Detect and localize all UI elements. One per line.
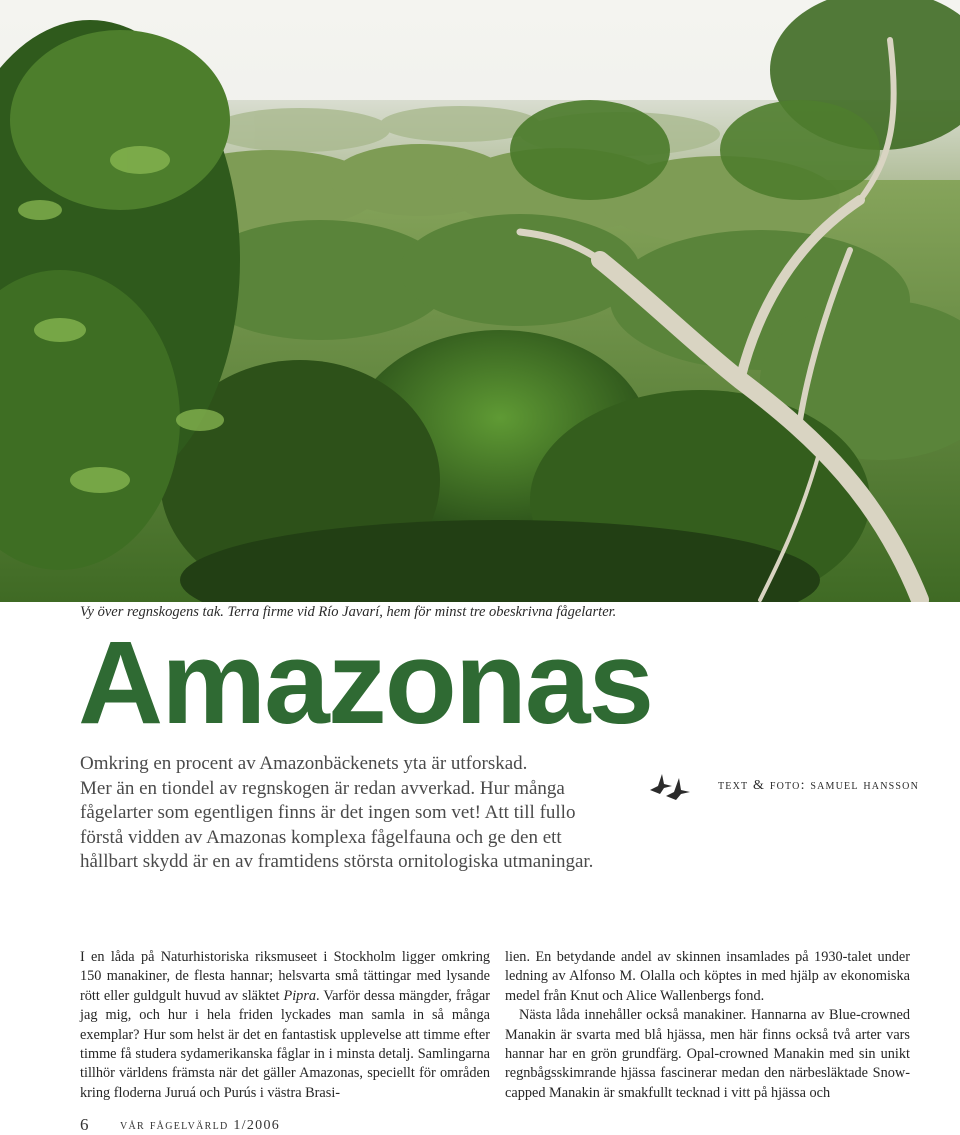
intro-line: Mer än en tiondel av regnskogen är redan avverkad. Hur många: [80, 777, 565, 799]
photo-caption: Vy över regnskogens tak. Terra firme vid Río Javarí, hem för minst tre obeskrivna fågelarter.: [80, 604, 617, 620]
article-intro: [80, 752, 660, 875]
body-text: I en låda på Naturhistoriska riksmuseet i Stockholm ligger omkring 150 manakiner, de flesta hannar; helsvarta små tättingar med lysande rött eller guldgult huvud av släktet: [80, 949, 490, 1004]
intro-line: hållbart skydd är en av framtidens största ornitologiska utmaningar.: [80, 851, 594, 872]
intro-line: Omkring en procent av Amazonbäckenets yta är utforskad.: [80, 753, 528, 774]
body-column-left: [80, 948, 490, 1103]
genus-name: Pipra: [283, 987, 317, 1004]
body-paragraph: Nästa låda innehåller också manakiner. Hannarna av Blue-crowned Manakin är svarta med blå hjässa, men här finns också två arter vars hannar har en grön grundfärg. Opal-crowned Manakin med sin unikt regnbågsskimrande hjässa fascinerar medan den närbesläktade Snow-capped Manakin är smakfullt tecknad i vitt på hjässa och: [505, 1007, 910, 1101]
body-paragraph: [80, 948, 490, 1103]
body-text: . Varför dessa mängder, frågar jag mig, och hur i hela friden lyckades man samla in så många exemplar? Hur som helst är det en fantastisk upplevelse att timme efter timme få studera sydamerikanska fåglar in i minsta detalj. Samlingarna tillhör världens främsta när det gäller Amazonas, speciellt för områden kring floderna Juruá och Purús i västra Brasi-: [80, 987, 490, 1101]
flying-birds-icon: [648, 768, 692, 802]
credit-text: text & foto: samuel hansson: [718, 778, 920, 793]
intro-line: förstå vidden av Amazonas komplexa fågelfauna och ge den ett: [80, 826, 562, 848]
magazine-issue: vår fågelvärld 1/2006: [120, 1118, 281, 1133]
intro-line: fågelarter som egentligen finns är det ingen som vet! Att till fullo: [80, 802, 576, 823]
body-column-right: [505, 948, 910, 1103]
article-title: Amazonas: [78, 617, 653, 749]
body-paragraph: lien. En betydande andel av skinnen insamlades på 1930-talet under ledning av Alfonso M. Olalla och köptes in med hjälp av ekonomiska medel från Knut och Alice Wallenbergs fond.: [505, 949, 910, 1004]
page-number: 6: [80, 1115, 89, 1134]
author-credit: [648, 768, 948, 804]
